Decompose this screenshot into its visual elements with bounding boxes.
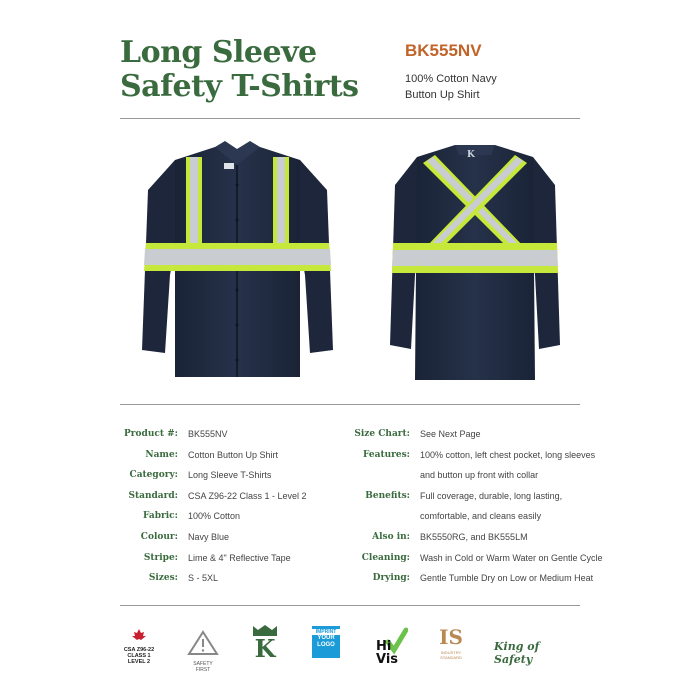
spec-label: [345, 465, 410, 486]
spec-row: [345, 465, 603, 486]
imprint-line-3: LOGO: [317, 642, 335, 648]
spec-value: comfortable, and cleans easily: [420, 511, 542, 522]
spec-row: [345, 445, 603, 466]
spec-label: Cleaning:: [361, 552, 410, 563]
spec-label: Size Chart:: [354, 429, 410, 439]
spec-row: [120, 568, 307, 589]
hi-vis-logo: [374, 626, 408, 667]
divider-middle: [120, 404, 580, 405]
king-k-logo: [250, 624, 280, 664]
industry-standard-logo: [436, 624, 466, 664]
divider-top: [120, 118, 580, 119]
spec-row: [120, 465, 307, 486]
csa-line-2: CLASS 1: [127, 653, 151, 659]
logo-strip: [120, 622, 580, 672]
svg-text:K: K: [467, 150, 475, 160]
spec-value: S - 5XL: [188, 573, 219, 584]
shirt-front-image: [140, 135, 335, 383]
imprint-line-2: YOUR: [317, 635, 335, 641]
subtitle-line-1: 100% Cotton Navy: [405, 73, 497, 85]
spec-value: Cotton Button Up Shirt: [188, 449, 279, 460]
spec-label: Category:: [129, 470, 178, 481]
subtitle-line-2: Button Up Shirt: [405, 89, 480, 101]
spec-label: [345, 506, 410, 527]
spec-label: Stripe:: [143, 552, 178, 563]
specs-left: [120, 424, 307, 589]
shirt-back-image: [385, 135, 565, 383]
spec-label: Drying:: [372, 573, 410, 584]
spec-label: Name:: [145, 449, 178, 460]
spec-label: Product #:: [124, 429, 178, 439]
spec-value: Lime & 4" Reflective Tape: [188, 552, 291, 563]
page-title: [120, 36, 370, 104]
csa-line-3: LEVEL 2: [127, 659, 151, 665]
imprint-box: [312, 626, 340, 658]
k-letter: K: [254, 634, 276, 663]
spec-value: and button up front with collar: [420, 470, 539, 481]
spec-label: Colour:: [140, 531, 178, 542]
spec-value: Long Sleeve T-Shirts: [188, 470, 272, 481]
spec-value: See Next Page: [420, 429, 481, 439]
spec-value: BK5550RG, and BK555LM: [420, 531, 528, 542]
product-code: BK555NV: [405, 41, 482, 60]
spec-label: Standard:: [128, 490, 178, 501]
spec-label: Sizes:: [148, 573, 178, 584]
warning-triangle-icon: [186, 630, 220, 656]
spec-row: [345, 486, 603, 507]
safety-first-logo: [186, 630, 220, 673]
spec-row: [345, 548, 603, 569]
spec-value: 100% Cotton: [188, 511, 241, 522]
maple-leaf-icon: [122, 628, 156, 642]
industry-letters: IS: [439, 625, 463, 649]
spec-row: [120, 506, 307, 527]
spec-value: Wash in Cold or Warm Water on Gentle Cycle: [420, 552, 603, 563]
subtitle: [405, 71, 565, 103]
industry-small-text: INDUSTRY STANDARD: [440, 650, 462, 660]
spec-row: [345, 568, 603, 589]
imprint-line-1: IMPRINT: [312, 629, 340, 635]
specs-right: [345, 424, 603, 589]
spec-row: [120, 424, 307, 445]
spec-row: [120, 445, 307, 466]
spec-label: Benefits:: [365, 490, 410, 501]
title-line-1: Long Sleeve: [120, 35, 317, 70]
spec-value: Full coverage, durable, long lasting,: [420, 490, 563, 501]
spec-value: BK555NV: [188, 429, 228, 439]
spec-label: Fabric:: [143, 511, 178, 522]
spec-row: [120, 486, 307, 507]
divider-bottom: [120, 605, 580, 606]
csa-line-1: CSA Z96-22: [123, 647, 155, 653]
spec-value: CSA Z96-22 Class 1 - Level 2: [188, 490, 307, 501]
spec-row: [120, 527, 307, 548]
spec-label: Features:: [362, 449, 410, 460]
csa-logo: [122, 628, 156, 665]
spec-row: [345, 424, 603, 445]
spec-value: 100% cotton, left chest pocket, long sleeves: [420, 449, 596, 460]
safety-first-label: SAFETY FIRST: [193, 661, 213, 673]
spec-label: Also in:: [372, 531, 410, 542]
spec-value: Gentle Tumble Dry on Low or Medium Heat: [420, 573, 594, 584]
hi-vis-label: Hi Vis: [376, 639, 399, 667]
spec-row: [120, 548, 307, 569]
imprint-logo: [312, 626, 340, 658]
spec-row: [345, 506, 603, 527]
spec-value: Navy Blue: [188, 531, 230, 542]
brand-name: King of Safety: [494, 640, 540, 666]
spec-row: [345, 527, 603, 548]
title-line-2: Safety T-Shirts: [120, 69, 359, 104]
